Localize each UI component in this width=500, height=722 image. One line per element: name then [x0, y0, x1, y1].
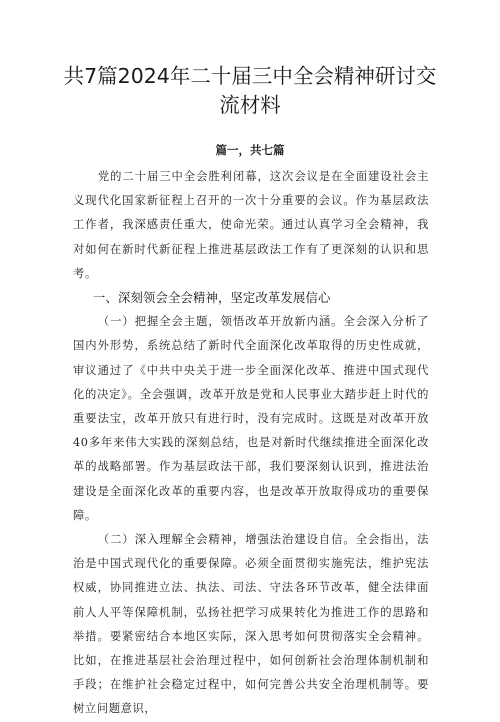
document-subtitle: 篇一，共七篇: [215, 143, 285, 157]
body-paragraph: （一）把握全会主题，领悟改革开放新内涵。全会深入分析了国内外形势，系统总结了新时代全面深化改革取得的历史性成就，审议通过了《中共中央关于进一步全面深化改革、推进中国式现代化的决定》。全会强调，改革开放是党和人民事业大踏步赶上时代的重要法宝，改革开放只有进行时，没有完成时。这既是对改革开放40多年来伟大实践的深刻总结，也是对新时代继续推进全面深化改革的战略部署。作为基层政法干部，我们要深刻认识到，推进法治建设是全面深化改革的重要内容，也是改革开放取得成功的重要保障。: [73, 315, 429, 522]
document-body: [73, 165, 429, 722]
intro-paragraph: 党的二十届三中全会胜利闭幕，这次会议是在全面建设社会主义现代化国家新征程上召开的一次十分重要的会议。作为基层政法工作者，我深感责任重大，使命光荣。通过认真学习全会精神，我对如何在新时代新征程上推进基层政法工作有了更深刻的认识和思考。: [73, 170, 429, 280]
body-paragraph: （二）深入理解全会精神，增强法治建设自信。全会指出，法治是中国式现代化的重要保障。必须全面贯彻实施宪法，维护宪法权威，协同推进立法、执法、司法、守法各环节改革，健全法律面前人人平等保障机制，弘扬社把学习成果转化为推进工作的思路和举措。要紧密结合本地区实际，深入思考如何贯彻落实全会精神。比如，在推进基层社会治理过程中，如何创新社会治理体制机制和手段；在维护社会稳定过程中，如何完善公共安全治理机制等。要树立问题意识，: [73, 533, 429, 716]
section-heading: 一、深刻领会全会精神，坚定改革发展信心: [93, 291, 331, 306]
document-title: 共7篇2024年二十届三中全会精神研讨交流材料: [63, 64, 437, 117]
